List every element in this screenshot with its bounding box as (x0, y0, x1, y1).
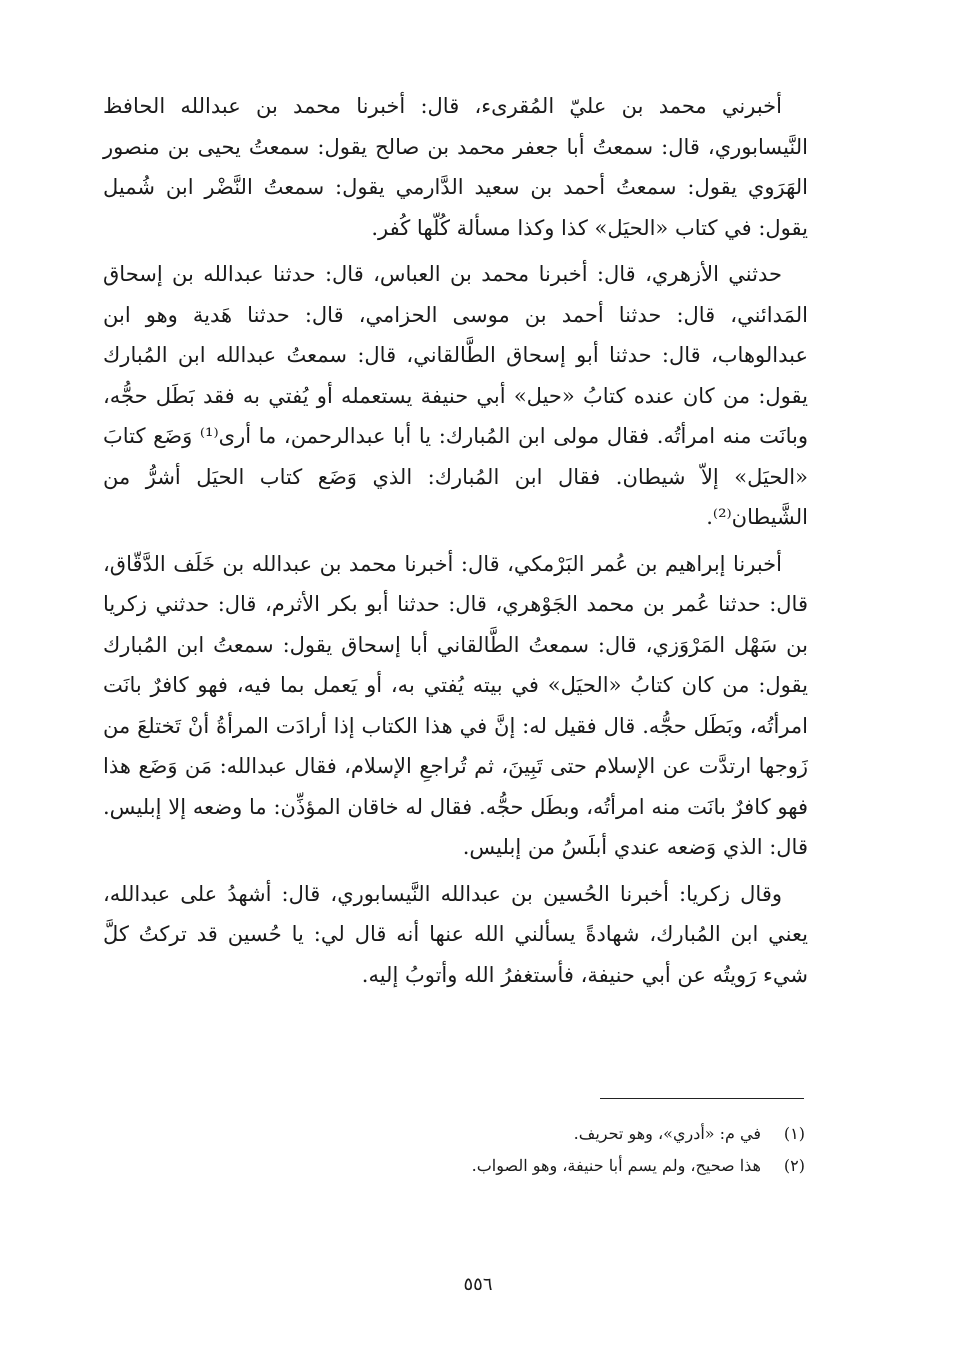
page-number: ٥٥٦ (463, 1274, 493, 1295)
footnote-text: في م: «أدري»، وهو تحريف. (573, 1124, 761, 1143)
paragraph-4: وقال زكريا: أخبرنا الحُسين بن عبدالله النَّيسابوري، قال: أشهدُ على عبدالله، يعني ابن المُبارك، شهادةً يسألني الله عنها أنه قال لي: يا حُسين قد تركتُ كلَّ شيء رَويتُه عن أبي حنيفة، فأستغفرُ الله وأتوبُ إليه. (103, 881, 808, 987)
main-text (103, 86, 808, 995)
paragraph-3: أخبرنا إبراهيم بن عُمر البَرْمكي، قال: أخبرنا محمد بن عبدالله بن خَلَف الدَّقّاق، قال: حدثنا عُمر بن محمد الجَوْهري، قال: حدثنا أبو بكر الأثرم، قال: حدثني زكريا بن سَهْل المَرْوَزي، قال: سمعتُ الطَّالقاني أبا إسحاق يقول: سمعتُ ابن المُبارك يقول: من كان كتابُ «الحيَل» في بيته يُفتي به، أو يَعمل بما فيه، فهو كافرٌ بانَت امرأتُه، وبَطَل حجُّه. قال فقيل له: إنَّ في هذا الكتاب إذا أرادَت المرأةُ أنْ تَختلعَ من زَوجها ارتدَّت عن الإسلام حتى تَبِينَ، ثم تُراجعِ الإسلام، فقال عبدالله: مَن وَضَع هذا فهو كافرٌ بانَت منه امرأتُه، وبطَل حجُّه. فقال له خاقان المؤذِّن: ما وضعه إلا إبليس. قال: الذي وَضعه عندي أبلَسُ من إبليس. (103, 551, 809, 859)
footnote-number: (٢) (783, 1156, 805, 1175)
paragraph-2: حدثني الأزهري، قال: أخبرنا محمد بن العباس، قال: حدثنا عبدالله بن إسحاق المَدائني، قال: حدثنا أحمد بن موسى الحزامي، قال: حدثنا هَدية وهو ابن عبدالوهاب، قال: حدثنا أبو إسحاق الطَّالقاني، قال: سمعتُ عبدالله ابن المُبارك يقول: من كان عنده كتابُ «حيل» أبي حنيفة يستعمله أو يُفتي به فقد بَطَل حجُّه، وبانَت منه امرأتُه. فقال مولى ابن المُبارك: يا أبا عبدالرحمن، ما أرى⁽¹⁾ وَضَع كتابَ «الحيَل» إلاّ شيطان. فقال ابن المُبارك: الذي وَضَع كتاب الحيَل أشرُّ من الشَّيطان⁽²⁾. (103, 262, 808, 529)
footnote-1 (300, 1118, 805, 1150)
footnote-separator (600, 1098, 804, 1099)
paragraph-1: أخبرني محمد بن عليّ المُقرىء، قال: أخبرنا محمد بن عبدالله الحافظ النَّيسابوري، قال: سمعتُ أبا جعفر محمد بن صالح يقول: سمعتُ يحيى بن منصور الهَرَوي يقول: سمعتُ أحمد بن سعيد الدَّارمي يقول: سمعتُ النَّضْر ابن شُميل يقول: في كتاب «الحيَل» كذا وكذا مسألة كُلّها كُفر. (103, 94, 808, 240)
footnote-number: (١) (783, 1124, 805, 1143)
footnote-text: هذا صحيح، ولم يسم أبا حنيفة، وهو الصواب. (471, 1156, 761, 1175)
footnotes (300, 1118, 805, 1182)
footnote-2 (300, 1150, 805, 1182)
